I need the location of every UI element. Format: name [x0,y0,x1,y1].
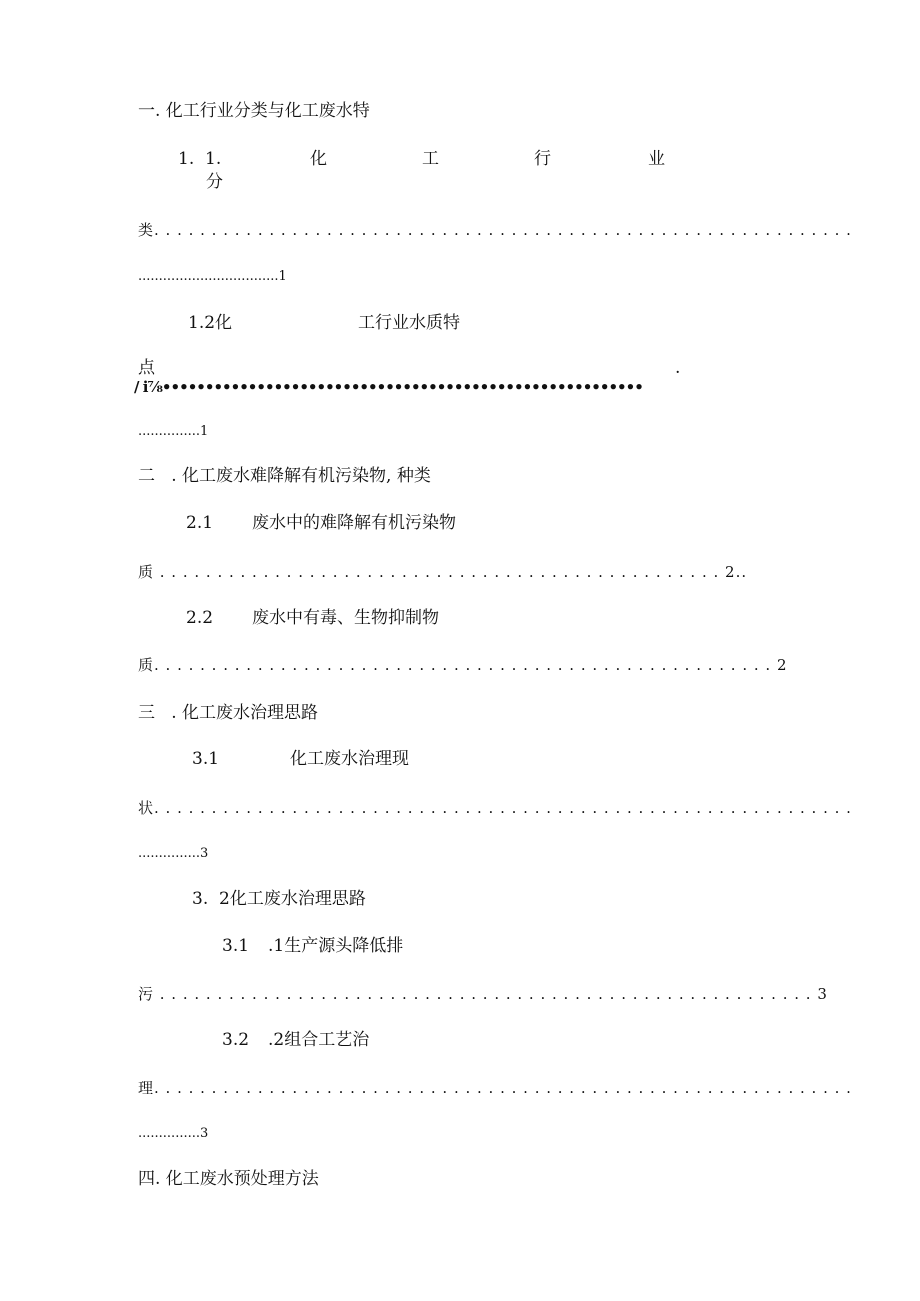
toc-stray-dot: . [675,358,681,378]
toc-page-number: ..................................1 [138,269,287,284]
toc-entry-title: 废水中有毒、生物抑制物 [252,608,439,628]
toc-leader-line: 理. . . . . . . . . . . . . . . . . . . . . . . . . . . . . . . . . . . . . . . . . . . . . . . . . . . . . . . . . . . . . [138,1079,852,1097]
toc-entry-number: 3.2 [222,1030,250,1050]
toc-page-number: ...............3 [138,1126,209,1141]
toc-page-number: ...............3 [138,846,209,861]
toc-leader-line: 类. . . . . . . . . . . . . . . . . . . . . . . . . . . . . . . . . . . . . . . . . . . . . . . . . . . . . . . . . . . . . [138,221,852,239]
toc-garbled-leader: / i⅞•••••••••••••••••••••••••••••••••••••••••••••••••••••••• [134,378,643,396]
toc-entry-title: 3. 2化工废水治理思路 [192,889,366,909]
toc-entry-title-char: 业 [648,149,665,169]
toc-leader-line: 质. . . . . . . . . . . . . . . . . . . . . . . . . . . . . . . . . . . . . . . . . . . . . . . . . . . . . . 2 [138,656,788,674]
toc-entry-title: .2组合工艺治 [268,1030,370,1050]
toc-entry-number: 1. 1. [178,149,222,169]
toc-entry-number: 3.1 [192,749,220,769]
toc-entry-title: 废水中的难降解有机污染物 [252,513,456,533]
toc-entry-title: 化工废水治理现 [290,749,409,769]
toc-heading-section-3: 三 . 化工废水治理思路 [138,703,319,723]
toc-entry-title-char: 工 [422,149,439,169]
toc-entry-title-char: 化 [310,149,327,169]
toc-leader-line: 污 . . . . . . . . . . . . . . . . . . . . . . . . . . . . . . . . . . . . . . . . . . . . . . . . . . . . . . . . . 3 [138,985,828,1003]
toc-leader-line: 质 . . . . . . . . . . . . . . . . . . . . . . . . . . . . . . . . . . . . . . . . . . . . . . . . . 2.. [138,563,748,581]
toc-leader-line: 状. . . . . . . . . . . . . . . . . . . . . . . . . . . . . . . . . . . . . . . . . . . . . . . . . . . . . . . . . . . . . [138,799,852,817]
toc-entry-title-char: 行 [534,149,551,169]
toc-heading-section-1: 一. 化工行业分类与化工废水特 [138,101,370,121]
toc-entry-number: 2.2 [186,608,214,628]
toc-entry-title: .1生产源头降低排 [268,936,404,956]
toc-heading-section-2: 二 . 化工废水难降解有机污染物, 种类 [138,466,431,486]
toc-page-number: ...............1 [138,424,209,439]
toc-entry-title: 工行业水质特 [358,313,460,333]
toc-entry-number: 2.1 [186,513,214,533]
toc-heading-section-4: 四. 化工废水预处理方法 [138,1169,319,1189]
toc-entry-continuation: 点 [138,358,155,378]
toc-entry-title: 1.2化 [188,313,233,333]
toc-entry-number: 3.1 [222,936,250,956]
toc-entry-title-char: 分 [206,172,223,192]
